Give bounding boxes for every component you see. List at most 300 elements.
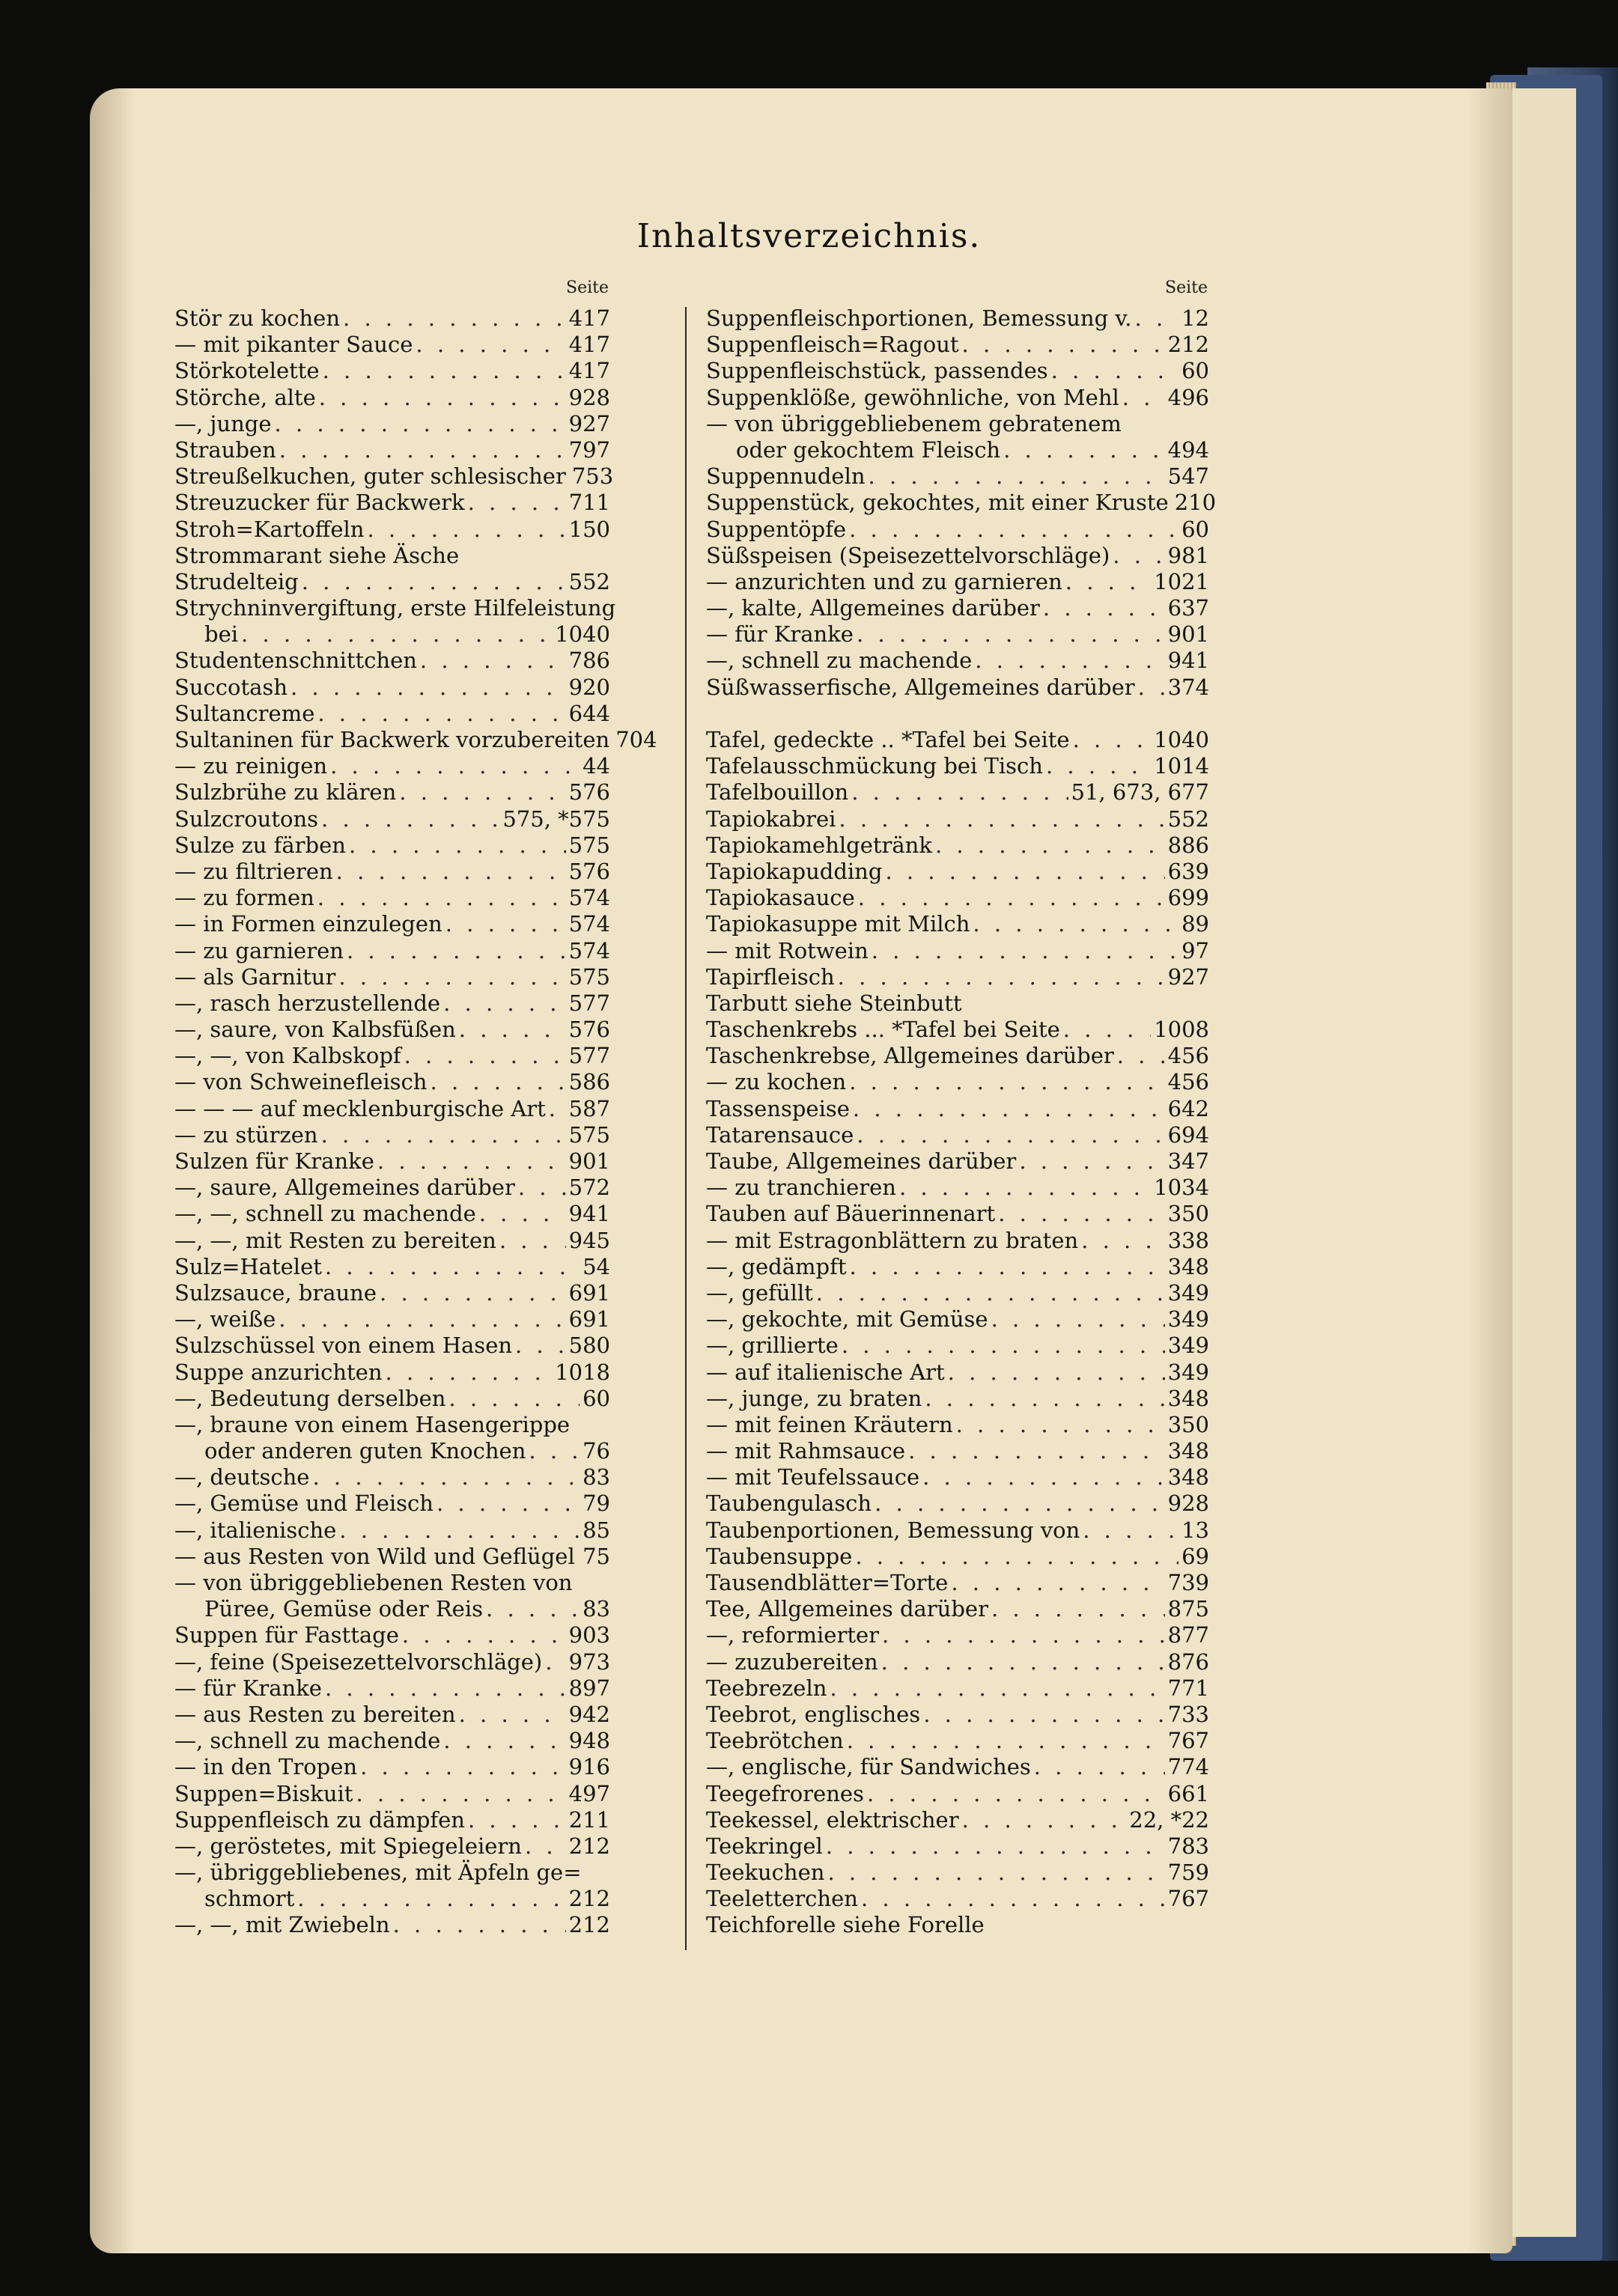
index-entry [706, 1096, 1209, 1122]
dot-leader [1138, 675, 1165, 701]
entry-text: — aus Resten von Wild und Geflügel [174, 1543, 575, 1569]
index-entry [706, 753, 1209, 779]
index-entry [706, 1148, 1209, 1175]
entry-text: — zu filtrieren [174, 858, 333, 884]
entry-page-number: 374 [1167, 674, 1209, 700]
dot-leader [459, 1702, 566, 1728]
column-header-seite: Seite [1165, 278, 1208, 297]
index-entry [174, 885, 610, 911]
entry-text: —, Bedeutung derselben [174, 1385, 446, 1411]
index-entry [706, 1228, 1209, 1254]
entry-text: oder anderen guten Knochen [204, 1438, 526, 1464]
index-entry [174, 1807, 610, 1833]
entry-page-number: 942 [568, 1701, 610, 1727]
dot-leader [349, 832, 566, 859]
entry-page-number: 876 [1167, 1648, 1209, 1675]
dot-leader [827, 1860, 1164, 1886]
entry-page-number: 13 [1181, 1517, 1209, 1543]
index-entry [706, 1886, 1209, 1912]
dot-leader [925, 1386, 1164, 1412]
index-entry [174, 385, 610, 411]
entry-text: —, englische, für Sandwiches [706, 1754, 1031, 1780]
entry-page-number: 572 [568, 1175, 610, 1201]
entry-page-number: 211 [568, 1806, 610, 1833]
dot-leader [948, 1359, 1165, 1386]
entry-text: Suppe anzurichten [174, 1359, 383, 1385]
index-entry [174, 1148, 610, 1175]
dot-leader [325, 1254, 580, 1280]
entry-page-number: 877 [1167, 1622, 1209, 1648]
dot-leader [404, 1043, 566, 1069]
dot-leader [393, 1912, 566, 1938]
dot-leader [838, 964, 1165, 990]
index-entry [174, 753, 610, 779]
entry-page-number: 547 [1167, 463, 1209, 490]
entry-page-number: 691 [568, 1306, 610, 1333]
entry-page-number: 150 [568, 516, 610, 542]
index-entry [706, 1860, 1209, 1886]
entry-text: — zu stürzen [174, 1121, 318, 1148]
entry-text: —, —, von Kalbskopf [174, 1043, 401, 1069]
dot-leader [459, 1017, 566, 1043]
dot-leader [1083, 1517, 1178, 1544]
dot-leader [1117, 1043, 1165, 1069]
entry-text: —, deutsche [174, 1464, 310, 1490]
dot-leader [321, 806, 499, 832]
index-entry [174, 1359, 610, 1386]
dot-leader [1135, 305, 1179, 332]
entry-text: Teebrot, englisches [706, 1701, 921, 1727]
entry-page-number: 212 [568, 1833, 610, 1859]
dot-leader [1113, 543, 1164, 569]
dot-leader [325, 1675, 566, 1702]
entry-page-number: 901 [568, 1148, 610, 1174]
dot-leader [312, 1464, 580, 1490]
dot-leader [515, 1333, 566, 1359]
column-divider [685, 307, 687, 1950]
entry-text: Stör zu kochen [174, 305, 341, 331]
entry-page-number: 212 [1167, 332, 1209, 358]
entry-text: —, schnell zu machende [706, 648, 973, 674]
dot-leader [279, 1306, 565, 1333]
dot-leader [867, 1781, 1165, 1807]
entry-text: Suppenstück, gekochtes, mit einer Kruste [706, 490, 1169, 516]
dot-leader [317, 701, 565, 727]
dot-leader [518, 1175, 566, 1201]
index-entry [706, 1359, 1209, 1386]
entry-text: bei [204, 621, 239, 648]
entry-page-number: 12 [1181, 305, 1209, 331]
dot-leader [1073, 727, 1152, 753]
entry-page-number: 945 [568, 1227, 610, 1253]
entry-page-number: 1021 [1154, 568, 1209, 594]
index-entry [174, 1122, 610, 1148]
index-entry [706, 1570, 1209, 1596]
dot-leader [275, 411, 566, 437]
entry-page-number: 699 [1167, 885, 1209, 911]
index-entry [706, 806, 1209, 832]
entry-page-number: 691 [568, 1279, 610, 1306]
dot-leader [975, 648, 1164, 674]
entry-page-number: 574 [568, 885, 610, 911]
index-entry [174, 1175, 610, 1201]
index-entry [706, 1702, 1209, 1728]
entry-text: Störche, alte [174, 384, 316, 410]
dot-leader [847, 1728, 1165, 1754]
index-entry [706, 859, 1209, 885]
index-entry [706, 385, 1209, 411]
index-entry [174, 517, 610, 543]
index-entry [174, 1201, 610, 1227]
dot-leader [323, 358, 566, 384]
entry-text: schmort [204, 1886, 295, 1912]
dot-leader [448, 1386, 580, 1412]
entry-page-number: 767 [1167, 1886, 1209, 1912]
index-entry [706, 490, 1217, 516]
entry-page-number: 348 [1167, 1438, 1209, 1464]
dot-leader [420, 648, 566, 674]
entry-text: —, gedämpft [706, 1253, 847, 1279]
dot-leader [545, 1649, 565, 1675]
index-entry [174, 543, 610, 569]
index-entry [174, 1254, 610, 1280]
index-entry [706, 1675, 1209, 1702]
index-entry [706, 1333, 1209, 1359]
index-entry [706, 1517, 1209, 1544]
entry-text: Suppenfleischstück, passendes [706, 358, 1048, 384]
entry-text: — — — auf mecklenburgische Art [174, 1095, 546, 1121]
entry-text: Sulzsauce, braune [174, 1279, 377, 1306]
entry-page-number: 575 [568, 1121, 610, 1148]
dot-leader [339, 1517, 580, 1544]
index-entry [174, 1517, 610, 1544]
dot-leader [861, 1886, 1165, 1912]
entry-page-number: 1040 [555, 621, 610, 648]
dot-leader [853, 1096, 1165, 1122]
entry-page-number: 60 [583, 1385, 610, 1411]
dot-leader [826, 1833, 1165, 1860]
entry-text: —, geröstetes, mit Spiegeleiern [174, 1833, 522, 1859]
entry-text: Succotash [174, 674, 288, 700]
index-entry [174, 832, 610, 859]
index-entry [174, 358, 610, 384]
entry-page-number: 927 [568, 410, 610, 436]
entry-page-number: 76 [583, 1438, 610, 1464]
entry-page-number: 456 [1167, 1069, 1209, 1095]
dot-leader [1034, 1754, 1165, 1780]
dot-leader [468, 490, 566, 516]
dot-leader [881, 1649, 1165, 1675]
entry-page-number: 577 [568, 1043, 610, 1069]
entry-page-number: 783 [1167, 1833, 1209, 1859]
entry-page-number: 928 [568, 384, 610, 410]
entry-page-number: 981 [1167, 542, 1209, 568]
entry-text: Tapirfleisch [706, 963, 835, 990]
index-entry [706, 1807, 1209, 1833]
entry-page-number: 577 [568, 990, 610, 1016]
entry-text: Teeletterchen [706, 1886, 858, 1912]
dot-leader [1063, 1017, 1151, 1043]
dot-leader [1122, 385, 1165, 411]
index-entry [174, 1490, 610, 1517]
entry-text: Streußelkuchen, guter schlesischer [174, 463, 566, 490]
entry-page-number: 348 [1167, 1464, 1209, 1490]
entry-page-number: 347 [1167, 1148, 1209, 1174]
dot-leader [291, 675, 566, 701]
dot-leader [908, 1438, 1165, 1464]
dot-leader [1051, 358, 1178, 384]
entry-page-number: 1014 [1154, 753, 1209, 779]
index-entry [706, 648, 1209, 674]
page-gutter-shadow [90, 88, 135, 2253]
dot-leader [935, 832, 1165, 859]
entry-text: Püree, Gemüse oder Reis [204, 1596, 484, 1622]
index-entry [706, 1781, 1209, 1807]
entry-page-number: 349 [1167, 1279, 1209, 1306]
entry-text: Teekringel [706, 1833, 823, 1859]
index-entry [706, 1122, 1209, 1148]
entry-text: Süßspeisen (Speisezettelvorschläge) [706, 542, 1110, 568]
index-entry [174, 1438, 610, 1464]
entry-text: Teichforelle siehe Forelle [706, 1912, 985, 1938]
dot-leader [578, 1544, 580, 1570]
entry-page-number: 350 [1167, 1411, 1209, 1437]
dot-leader [479, 1201, 566, 1227]
index-entry [706, 1280, 1209, 1306]
index-entry [706, 569, 1209, 595]
entry-page-number: 79 [583, 1490, 610, 1517]
index-entry [706, 437, 1209, 463]
entry-page-number: 941 [568, 1201, 610, 1227]
entry-text: — zu kochen [706, 1069, 847, 1095]
index-entry [174, 621, 610, 648]
entry-page-number: 51, 673, 677 [1071, 779, 1209, 806]
index-entry [174, 1333, 610, 1359]
entry-text: — von Schweinefleisch [174, 1069, 428, 1095]
entry-text: —, weiße [174, 1306, 276, 1333]
entry-page-number: 348 [1167, 1385, 1209, 1411]
entry-text: Tapiokasauce [706, 885, 855, 911]
entry-page-number: 661 [1167, 1780, 1209, 1806]
index-list-right [706, 305, 1217, 1939]
entry-text: — mit Rotwein [706, 937, 869, 963]
dot-leader [1065, 569, 1151, 595]
dot-leader [499, 1228, 566, 1254]
index-entry [174, 595, 616, 621]
dot-leader [377, 1148, 566, 1175]
entry-page-number: 927 [1167, 963, 1209, 990]
index-entry [174, 990, 610, 1017]
entry-page-number: 44 [583, 753, 610, 779]
entry-page-number: 1040 [1154, 727, 1209, 752]
entry-text: Tapiokasuppe mit Milch [706, 911, 970, 937]
index-entry [174, 1702, 610, 1728]
index-entry [174, 1886, 610, 1912]
entry-text: Taubengulasch [706, 1490, 872, 1517]
dot-leader [241, 621, 552, 648]
dot-leader [360, 1754, 566, 1780]
entry-text: Teekuchen [706, 1860, 825, 1886]
entry-page-number: 69 [1181, 1543, 1209, 1569]
index-entry [706, 1069, 1209, 1095]
index-entry [174, 1464, 610, 1490]
entry-page-number: 417 [568, 332, 610, 358]
entry-text: —, Gemüse und Fleisch [174, 1490, 434, 1517]
index-entry [174, 411, 610, 437]
index-column-left [174, 278, 657, 1939]
index-entry [706, 1175, 1209, 1201]
index-entry [174, 648, 610, 674]
dot-leader [525, 1833, 566, 1860]
index-entry [706, 1412, 1209, 1438]
entry-page-number: 711 [568, 490, 610, 516]
entry-text: Taschenkrebs ... *Tafel bei Seite [706, 1017, 1060, 1043]
dot-leader [973, 911, 1178, 937]
entry-page-number: 901 [1167, 621, 1209, 648]
dot-leader [380, 1280, 566, 1306]
entry-text: —, gefüllt [706, 1279, 813, 1306]
entry-text: — von übriggebliebenem gebratenem [706, 410, 1122, 436]
dot-leader [849, 1254, 1164, 1280]
index-entry [706, 990, 1209, 1017]
dot-leader [399, 779, 565, 806]
index-entry [174, 1280, 610, 1306]
entry-text: — als Garnitur [174, 963, 336, 990]
entry-page-number: 338 [1167, 1227, 1209, 1253]
dot-leader [279, 437, 566, 463]
index-entry [174, 1622, 610, 1648]
dot-leader [445, 911, 566, 937]
entry-page-number: 60 [1181, 516, 1209, 542]
entry-text: —, braune von einem Hasengerippe [174, 1411, 571, 1437]
entry-text: Störkotelette [174, 358, 320, 384]
entry-page-number: 350 [1167, 1201, 1209, 1227]
dot-leader [443, 1728, 565, 1754]
dot-leader [830, 1675, 1164, 1702]
dot-leader [338, 964, 565, 990]
index-entry [706, 727, 1209, 753]
entry-text: Sulzbrühe zu klären [174, 779, 397, 806]
entry-text: — für Kranke [174, 1675, 322, 1701]
index-entry [174, 1596, 610, 1622]
entry-text: Taubensuppe [706, 1543, 853, 1569]
entry-text: — zuzubereiten [706, 1648, 878, 1675]
entry-page-number: 54 [583, 1253, 610, 1279]
index-entry [706, 305, 1209, 332]
entry-page-number: 60 [1181, 358, 1209, 384]
dot-leader [851, 779, 1068, 806]
dot-leader [437, 1490, 580, 1517]
dot-leader [367, 517, 565, 543]
dot-leader [343, 305, 566, 332]
entry-page-number: 704 [615, 727, 657, 752]
dot-leader [875, 1490, 1165, 1517]
entry-text: — für Kranke [706, 621, 854, 648]
page-title: Inhaltsverzeichnis. [636, 217, 982, 255]
entry-page-number: 349 [1167, 1306, 1209, 1333]
entry-text: Tarbutt siehe Steinbutt [706, 990, 962, 1016]
entry-page-number: 22, *22 [1129, 1806, 1209, 1833]
dot-leader [885, 859, 1164, 885]
entry-page-number: 494 [1167, 436, 1209, 463]
index-entry [174, 1017, 610, 1043]
index-entry [706, 1754, 1209, 1780]
index-entry [174, 305, 610, 332]
entry-page-number: 552 [1167, 806, 1209, 832]
entry-text: Suppenfleisch=Ragout [706, 332, 959, 358]
index-entry [706, 543, 1209, 569]
dot-leader [882, 1622, 1165, 1648]
dot-leader [430, 1069, 565, 1095]
entry-text: — zu formen [174, 885, 314, 911]
index-entry [706, 911, 1209, 937]
dot-leader [330, 753, 580, 779]
index-entry [706, 463, 1209, 490]
entry-page-number: 576 [568, 779, 610, 806]
entry-page-number: 767 [1167, 1728, 1209, 1754]
dot-leader [549, 1096, 566, 1122]
entry-page-number: 97 [1181, 937, 1209, 963]
entry-text: Teekessel, elektrischer [706, 1806, 959, 1833]
entry-page-number: 210 [1174, 490, 1217, 516]
entry-text: — anzurichten und zu garnieren [706, 568, 1062, 594]
entry-page-number: 948 [568, 1728, 610, 1754]
dot-leader [839, 806, 1164, 832]
entry-page-number: 417 [568, 358, 610, 384]
entry-text: Strauben [174, 436, 276, 463]
entry-page-number: 212 [568, 1912, 610, 1938]
index-entry [174, 701, 610, 727]
entry-text: —, gekochte, mit Gemüse [706, 1306, 988, 1333]
entry-text: —, reformierter [706, 1622, 879, 1648]
index-entry [706, 595, 1209, 621]
entry-page-number: 552 [568, 568, 610, 594]
index-entry [174, 332, 610, 358]
entry-text: Tapiokapudding [706, 858, 883, 884]
index-entry [174, 1754, 610, 1780]
dot-leader [529, 1438, 580, 1464]
index-entry [706, 358, 1209, 384]
dot-leader [386, 1359, 553, 1386]
index-entry [174, 1675, 610, 1702]
index-entry [174, 1728, 610, 1754]
dot-leader [443, 990, 566, 1017]
entry-page-number: 786 [568, 648, 610, 674]
dot-leader [998, 1201, 1164, 1227]
entry-page-number: 212 [568, 1886, 610, 1912]
entry-text: Sulzschüssel von einem Hasen [174, 1333, 513, 1359]
entry-page-number: 639 [1167, 858, 1209, 884]
index-entry [706, 1912, 1209, 1938]
entry-page-number: 774 [1167, 1754, 1209, 1780]
entry-text: — in Formen einzulegen [174, 911, 442, 937]
entry-text: —, —, mit Zwiebeln [174, 1912, 390, 1938]
entry-text: —, junge [174, 410, 272, 436]
dot-leader [956, 1412, 1165, 1438]
dot-leader [872, 938, 1178, 964]
index-entry [706, 832, 1209, 859]
index-entry [706, 885, 1209, 911]
dot-leader [849, 1069, 1164, 1095]
entry-page-number: 576 [568, 1017, 610, 1043]
entry-text: Taubenportionen, Bemessung von [706, 1517, 1080, 1543]
dot-leader [486, 1596, 580, 1622]
entry-text: Strommarant siehe Äsche [174, 542, 460, 568]
entry-text: Tatarensauce [706, 1121, 854, 1148]
index-entry [706, 675, 1209, 701]
index-entry [706, 1833, 1209, 1860]
entry-page-number: 1018 [555, 1359, 610, 1385]
